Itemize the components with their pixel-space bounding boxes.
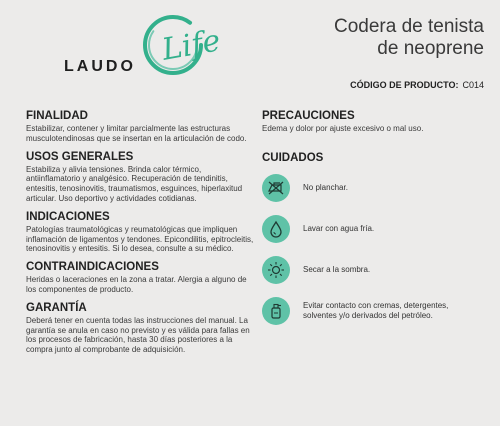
section-title: FINALIDAD <box>26 110 88 122</box>
brand-script: Life <box>159 23 223 68</box>
product-title <box>334 16 484 60</box>
section-text: Deberá tener en cuenta todas las instrucciones del manual. La garantía se anula en caso no previsto y es válida para fallas en los procesos de fabricación, hasta 30 días posteriores a la compra junto al comprobante de adquisición. <box>26 315 250 355</box>
care-text: Secar a la sombra. <box>303 265 371 274</box>
section-title: USOS GENERALES <box>26 150 134 163</box>
section-title: INDICACIONES <box>26 210 110 223</box>
product-title-line1: Codera de tenista <box>334 16 484 37</box>
care-text: Evitar contacto con cremas, detergentes, solventes y/o derivados del petróleo. <box>303 301 449 320</box>
section-garantia <box>26 302 254 355</box>
product-code-label: CÓDIGO DE PRODUCTO: <box>350 80 459 90</box>
section-text: Edema y dolor por ajuste excesivo o mal uso. <box>262 124 424 133</box>
care-item-shade-dry <box>262 256 482 284</box>
section-title: CUIDADOS <box>262 152 324 164</box>
section-text: Estabilizar, contener y limitar parcialmente las estructuras musculotendinosas que se insertan en la articulación de codo. <box>26 124 247 143</box>
right-column <box>262 110 482 338</box>
product-title-line2: de neoprene <box>377 38 484 59</box>
no-iron-icon <box>262 174 290 202</box>
no-chemicals-icon <box>262 297 290 325</box>
hand-wash-icon <box>262 215 290 243</box>
section-precauciones <box>262 110 482 134</box>
section-text: Patologías traumatológicas y reumatológicas que impliquen inflamación de ligamentos y tendones. Epicondilitis, epitrocleitis, tenosinovitis y entesitis. Si lo desea, consulte a su médico. <box>26 224 254 254</box>
section-text: Estabiliza y alivia tensiones. Brinda calor térmico, antiinflamatorio y analgésico. Recuperación de tendinitis, entesitis, tenosinovitis, traumatismos, esguinces, hiperlaxitud articular. Uso deportivo y actividades cotidianas. <box>26 164 243 203</box>
section-title: CONTRAINDICACIONES <box>26 261 159 274</box>
product-code-value: C014 <box>462 80 484 90</box>
brand-logo <box>62 12 223 84</box>
left-column <box>26 110 254 362</box>
care-text: No planchar. <box>303 183 348 192</box>
section-title: PRECAUCIONES <box>262 110 355 122</box>
section-cuidados <box>262 152 482 325</box>
section-finalidad <box>26 110 254 144</box>
section-text: Heridas o laceraciones en la zona a tratar. Alergia a alguno de los componentes de producto. <box>26 275 247 294</box>
section-indicaciones <box>26 211 254 254</box>
care-item-no-chemicals <box>262 297 482 325</box>
care-item-hand-wash <box>262 215 482 243</box>
product-code <box>350 80 484 90</box>
care-list <box>262 174 482 325</box>
shade-dry-icon <box>262 256 290 284</box>
care-text: Lavar con agua fría. <box>303 224 375 233</box>
care-item-no-iron <box>262 174 482 202</box>
section-usos-generales <box>26 151 254 204</box>
section-contraindicaciones <box>26 261 254 295</box>
brand-word: LAUDO <box>64 58 136 75</box>
section-title: GARANTÍA <box>26 301 87 314</box>
